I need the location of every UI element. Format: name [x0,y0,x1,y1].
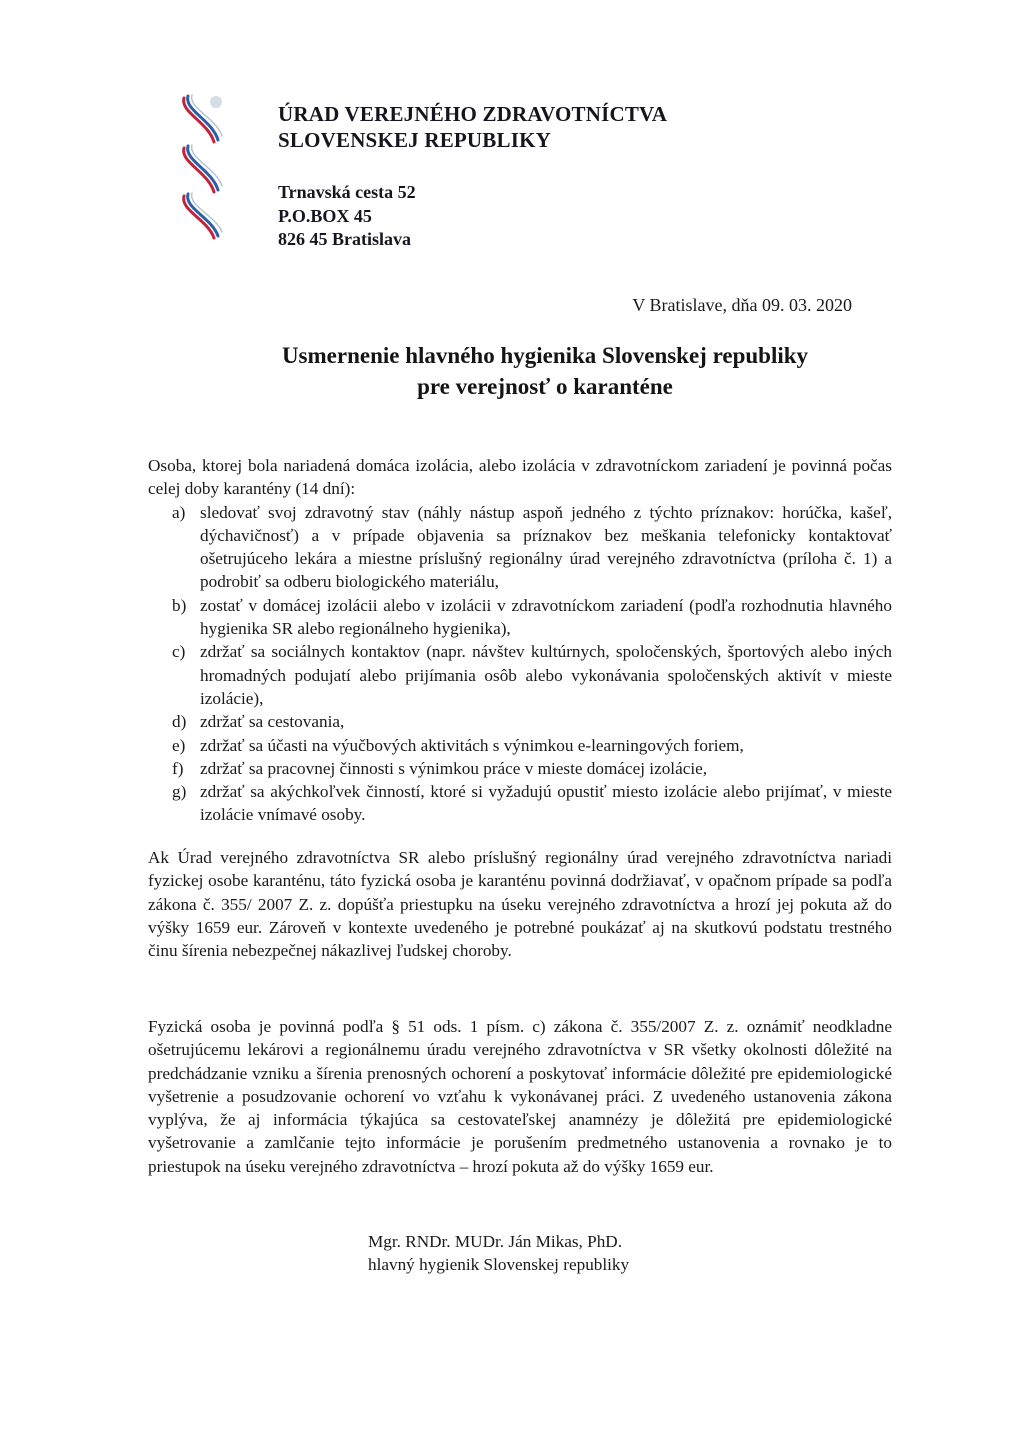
list-item-label: g) [172,782,187,802]
title-line1: Usmernenie hlavného hygienika Slovenskej republiky [281,343,809,368]
address-pobox: P.O.BOX 45 [278,205,372,226]
list-item-label: d) [172,712,187,732]
intro-paragraph: Osoba, ktorej bola nariadená domáca izolácia, alebo izolácia v zdravotníckom zariadení je povinná počas celej doby karantény (14 dní): [148,456,892,499]
document-date: V Bratislave, dňa 09. 03. 2020 [632,295,852,315]
list-item [172,780,892,827]
list-item [172,594,892,641]
list-item-label: f) [172,758,184,778]
list-item-label: e) [172,735,186,755]
title-line2: pre verejnosť o karanténe [417,374,673,399]
list-item-label: c) [172,642,186,662]
signature-block [368,1230,629,1276]
document-title [150,340,940,402]
signatory-name: Mgr. RNDr. MUDr. Ján Mikas, PhD. [368,1232,623,1251]
list-item [172,710,892,733]
address-street: Trnavská cesta 52 [278,182,416,202]
list-item [172,501,892,594]
list-item-label: a) [172,502,186,522]
intro-section [148,454,892,827]
list-item-text: zdržať sa účasti na výučbových aktivitách s výnimkou e-learningových foriem, [200,735,744,755]
organization-address [278,181,416,252]
list-item-text: zdržať sa sociálnych kontaktov (napr. návštev kultúrnych, spoločenských, športových alebo iných hromadných podujatí alebo prijímania osôb alebo vykonávania spoločenských aktivít v mieste izolácie), [200,642,892,708]
org-name-line1: ÚRAD VEREJNÉHO ZDRAVOTNÍCTVA [278,102,668,126]
ministry-helix-logo-icon [178,92,230,242]
address-city: 826 45 Bratislava [278,229,411,249]
list-item-text: zdržať sa akýchkoľvek činností, ktoré si vyžadujú opustiť miesto izolácie alebo prijímať, v mieste izolácie vnímavé osoby. [200,782,892,825]
list-item [172,734,892,757]
list-item-text: sledovať svoj zdravotný stav (náhly nástup aspoň jedného z týchto príznakov: horúčka, kašeľ, dýchavičnosť) a v prípade objavenia sa príznakov bez meškania telefonicky kontaktovať ošetrujúceho lekára a miestne príslušný regionálny úrad verejného zdravotníctva (príloha č. 1) a podrobiť sa odberu biologického materiálu, [200,502,892,592]
list-item-text: zostať v domácej izolácii alebo v izolácii v zdravotníckom zariadení (podľa rozhodnutia hlavného hygienika SR alebo regionálneho hygienika), [200,595,892,639]
list-item-text: zdržať sa cestovania, [200,712,345,732]
signatory-position: hlavný hygienik Slovenskej republiky [368,1255,630,1274]
org-name-line2: SLOVENSKEJ REPUBLIKY [278,128,551,152]
list-item [172,757,892,780]
obligations-list [148,501,892,827]
organization-name [278,101,667,153]
list-item-label: b) [172,595,187,615]
penalty-paragraph: Ak Úrad verejného zdravotníctva SR alebo príslušný regionálny úrad verejného zdravotníctva nariadi fyzickej osobe karanténu, táto fyzická osoba je karanténu povinná dodržiavať, v opačnom prípade sa podľa zákona č. 355/ 2007 Z. z. dopúšťa priestupku na úseku verejného zdravotníctva a hrozí jej pokuta až do výšky 1659 eur. Zároveň v kontexte uvedeného je potrebné poukázať aj na skutkovú podstatu trestného činu šírenia nebezpečnej nákazlivej ľudskej choroby. [148,848,892,961]
list-item-text: zdržať sa pracovnej činnosti s výnimkou práce v mieste domácej izolácie, [200,758,708,778]
reporting-duty-paragraph: Fyzická osoba je povinná podľa § 51 ods. 1 písm. c) zákona č. 355/2007 Z. z. oznámiť neodkladne ošetrujúcemu lekárovi a regionálnemu úradu verejného zdravotníctva v SR všetky okolnosti dôležité na predchádzanie vzniku a šírenia prenosných ochorení a poskytovať informácie dôležité pre epidemiologické vyšetrenie a posudzovanie ochorení vo vzťahu k vykonávanej práci. Z uvedeného ustanovenia zákona vyplýva, že aj informácia týkajúca sa cestovateľskej anamnézy je dôležitá pre epidemiologické vyšetrovanie a zamlčanie tejto informácie je porušením predmetného ustanovenia a rovnako je to priestupok na úseku verejného zdravotníctva – hrozí pokuta až do výšky 1659 eur. [148,1017,892,1176]
list-item [172,640,892,710]
